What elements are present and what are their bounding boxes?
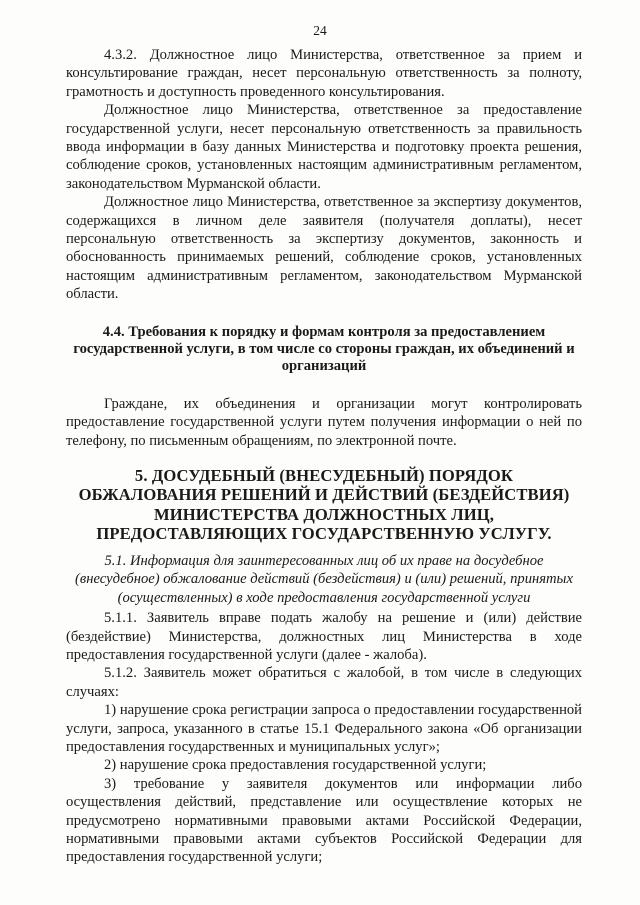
section-5-1-heading: 5.1. Информация для заинтересованных лиц об их праве на досудебное (внесудебное) обжалование действий (бездействия) и (или) решений, принятых (осуществленных) в ходе предоставления государственной услуги [75,552,573,606]
page-content [66,46,582,867]
paragraph-5-1-1: 5.1.1. Заявитель вправе подать жалобу на решение и (или) действие (бездействие) Министерства, должностных лиц Министерства в ходе предоставления государственной услуги (далее - жалоба). [66,610,582,663]
list-item-1: 1) нарушение срока регистрации запроса о предоставлении государственной услуги, запроса, указанного в статье 15.1 Федерального закона «Об организации предоставления государственных и муниципальных услуг»; [66,702,582,755]
list-item-3: 3) требование у заявителя документов или информации либо осуществления действий, представление или осуществление которых не предусмотрено нормативными правовыми актами Российской Федерации, нормативными правовыми актами субъектов Российской Федерации для предоставления государственной услуги; [66,775,582,866]
section-4-4-heading: 4.4. Требования к порядку и формам контроля за предоставлением государственной услуги, в том числе со стороны граждан, их объединений и организаций [73,323,575,374]
page-number: 24 [313,23,327,38]
paragraph-responsible-service: Должностное лицо Министерства, ответственное за предоставление государственной услуги, несет персональную ответственность за правильность ввода информации в базу данных Министерства и подготовку проекта решения, соблюдение сроков, установленных настоящим административным регламентом, законодательством Мурманской области. [66,102,582,192]
paragraph-4-3-2: 4.3.2. Должностное лицо Министерства, ответственное за прием и консультирование граждан, несет персональную ответственность за полноту, грамотность и доступность проведенного консультирования. [66,47,582,100]
paragraph-responsible-expertise: Должностное лицо Министерства, ответственное за экспертизу документов, содержащихся в личном деле заявителя (получателя доплаты), несет персональную ответственность за экспертизу документов, законность и обоснованность принимаемых решений, соблюдение сроков, установленных настоящим административным регламентом, законодательством Мурманской области. [66,194,582,303]
paragraph-5-1-2: 5.1.2. Заявитель может обратиться с жалобой, в том числе в следующих случаях: [66,665,582,700]
paragraph-citizens-control: Граждане, их объединения и организации могут контролировать предоставление государственной услуги путем получения информации о ней по телефону, по письменным обращениям, по электронной почте. [66,395,582,449]
list-item-2: 2) нарушение срока предоставления государственной услуги; [104,757,487,774]
chapter-5-heading: 5. ДОСУДЕБНЫЙ (ВНЕСУДЕБНЫЙ) ПОРЯДОК ОБЖАЛОВАНИЯ РЕШЕНИЙ И ДЕЙСТВИЙ (БЕЗДЕЙСТВИЯ) МИНИСТЕРСТВА ДОЛЖНОСТНЫХ ЛИЦ, ПРЕДОСТАВЛЯЮЩИХ ГОСУДАРСТВЕННУЮ УСЛУГУ. [78,465,570,544]
